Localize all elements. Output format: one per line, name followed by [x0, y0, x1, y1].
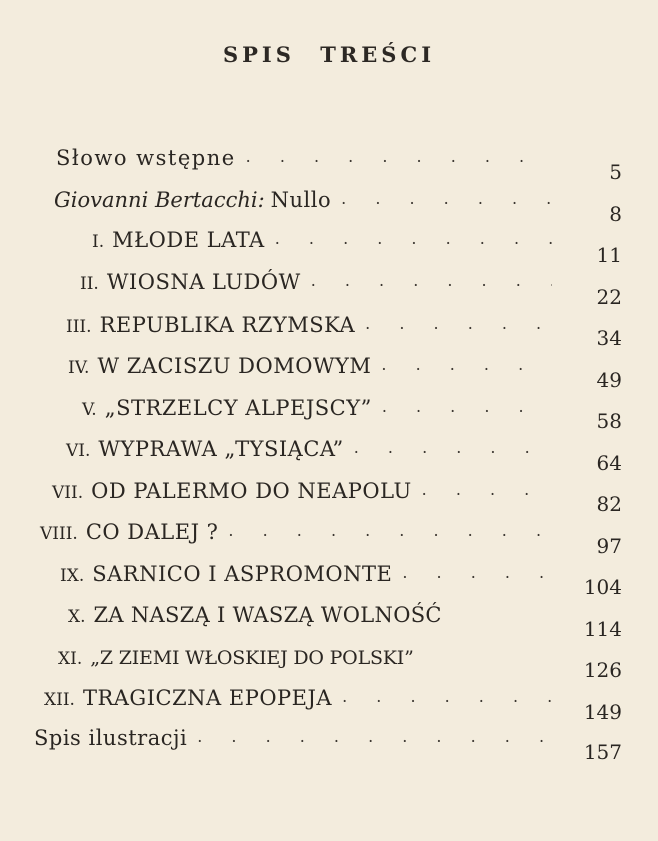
- dot-leader: [402, 563, 552, 582]
- dot-leader: [246, 147, 552, 166]
- dot-leader: [275, 229, 552, 248]
- chapter-title: REPUBLIKA RZYMSKA: [99, 313, 356, 337]
- entry-label: Spis ilustracji: [34, 726, 188, 750]
- toc-entry-chapter-12: [44, 680, 562, 710]
- entry-page-number: 34: [596, 326, 622, 350]
- chapter-number: X.: [68, 607, 86, 627]
- entry-page-number: 58: [596, 409, 622, 433]
- entry-page-number: 126: [583, 658, 622, 682]
- dot-leader: [381, 355, 552, 374]
- toc-entry-poem: [54, 182, 562, 212]
- entry-page-number: 157: [583, 740, 622, 764]
- entry-page-number: 5: [609, 160, 622, 184]
- chapter-title: WYPRAWA „TYSIĄCA”: [98, 437, 344, 461]
- toc-entry-chapter-3: [66, 307, 562, 337]
- toc-entry-chapter-10: [68, 597, 562, 627]
- toc-entry-chapter-9: [60, 556, 562, 586]
- toc-entry-chapter-6: [66, 431, 562, 461]
- dot-leader: [365, 314, 552, 333]
- toc-entry-illustrations: [34, 720, 562, 750]
- chapter-number: I.: [92, 232, 105, 252]
- chapter-number: V.: [82, 400, 97, 420]
- toc-entry-chapter-2: [80, 264, 562, 294]
- dot-leader: [197, 727, 552, 746]
- chapter-number: II.: [80, 274, 99, 294]
- entry-page-number: 149: [583, 700, 622, 724]
- entry-page-number: 82: [596, 492, 622, 516]
- chapter-number: XI.: [58, 649, 83, 669]
- chapter-title: „STRZELCY ALPEJSCY”: [104, 396, 372, 420]
- entry-page-number: 64: [596, 451, 622, 475]
- chapter-title: WIOSNA LUDÓW: [106, 270, 301, 294]
- chapter-title: W ZACISZU DOMOWYM: [97, 354, 372, 378]
- dot-leader: [311, 271, 552, 290]
- chapter-title: „Z ZIEMI WŁOSKIEJ DO POLSKI”: [90, 647, 414, 669]
- toc-entry-chapter-5: [82, 390, 562, 420]
- entry-page-number: 104: [583, 575, 622, 599]
- chapter-title: CO DALEJ ?: [85, 520, 219, 544]
- dot-leader: [228, 521, 552, 540]
- chapter-number: XII.: [44, 690, 75, 710]
- chapter-title: TRAGICZNA EPOPEJA: [82, 686, 333, 710]
- toc-entry-chapter-4: [68, 348, 562, 378]
- chapter-number: VII.: [52, 483, 84, 503]
- toc-entry-chapter-11: [58, 639, 562, 669]
- chapter-number: IV.: [68, 358, 90, 378]
- chapter-title: SARNICO I ASPROMONTE: [92, 562, 393, 586]
- toc-entry-chapter-8: [40, 514, 562, 544]
- entry-label: Nullo: [270, 188, 332, 212]
- toc-entry-chapter-1: [92, 222, 562, 252]
- page-title: SPIS TREŚCI: [222, 42, 436, 67]
- entry-page-number: 97: [596, 534, 622, 558]
- dot-leader: [341, 189, 552, 208]
- chapter-number: III.: [66, 317, 92, 337]
- chapter-number: IX.: [60, 566, 85, 586]
- toc-entry-chapter-7: [52, 473, 562, 503]
- entry-page-number: 11: [596, 243, 622, 267]
- dot-leader: [342, 687, 552, 706]
- chapter-title: ZA NASZĄ I WASZĄ WOLNOŚĆ: [93, 603, 442, 627]
- chapter-title: OD PALERMO DO NEAPOLU: [91, 479, 412, 503]
- entry-page-number: 114: [583, 617, 622, 641]
- dot-leader: [354, 438, 552, 457]
- entry-page-number: 49: [596, 368, 622, 392]
- entry-page-number: 8: [609, 202, 622, 226]
- chapter-title: MŁODE LATA: [112, 228, 265, 252]
- toc-entry-foreword: [56, 140, 562, 170]
- dot-leader: [422, 480, 552, 499]
- entry-label: Słowo wstępne: [56, 146, 236, 170]
- entry-author: Giovanni Bertacchi:: [54, 188, 265, 212]
- chapter-number: VI.: [66, 441, 91, 461]
- chapter-number: VIII.: [40, 524, 78, 544]
- entry-page-number: 22: [596, 285, 622, 309]
- dot-leader: [382, 397, 552, 416]
